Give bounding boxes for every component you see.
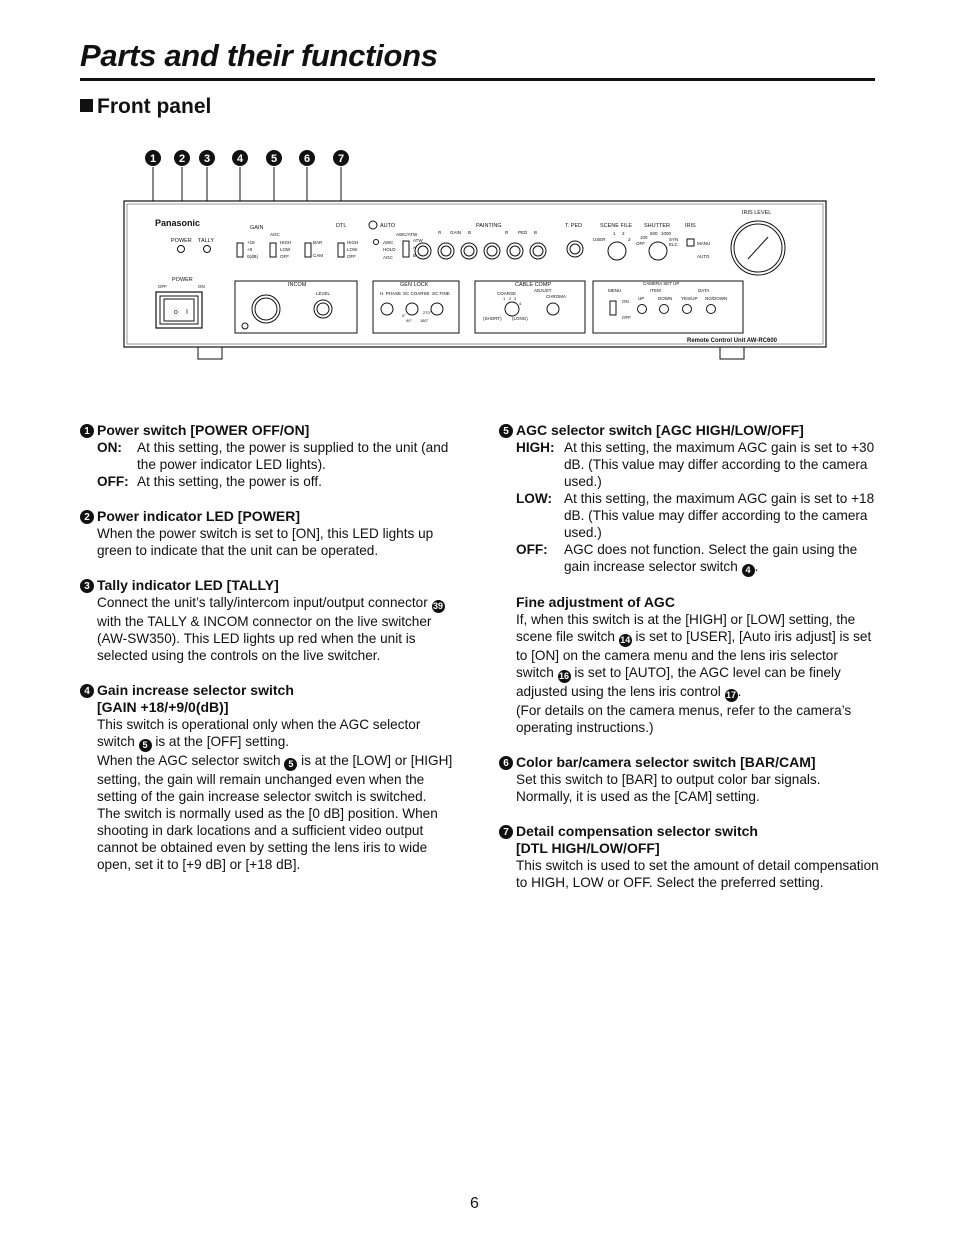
body-text: The switch is normally used as the [0 dB] position. When shooting in dark locations and a sufficient video output cannot be obtained even by setting the lens iris to wide open, set it to [+9 dB] or [+18 dB]. (97, 806, 438, 872)
svg-text:OFF: OFF (636, 241, 645, 246)
svg-text:CAMERA SET UP: CAMERA SET UP (643, 281, 680, 286)
def-text: At this setting, the maximum AGC gain is set to +30 dB. (This value may differ according to the camera used.) (564, 440, 875, 489)
def-text: AGC does not function. Select the gain using the gain increase selector switch (564, 542, 858, 574)
item-body: Set this switch to [BAR] to output color bar signals. Normally, it is used as the [CAM] setting. (516, 772, 821, 804)
item-gain-switch (80, 682, 460, 873)
svg-text:POWER: POWER (172, 277, 193, 283)
svg-text:+18: +18 (247, 240, 255, 245)
svg-text:DATA: DATA (698, 288, 710, 293)
svg-text:ADJUST: ADJUST (534, 288, 552, 293)
svg-text:MANU: MANU (697, 241, 711, 246)
title-rule (80, 78, 875, 81)
callout-5 (266, 150, 282, 166)
svg-text:ATW: ATW (413, 238, 423, 243)
body-text: If, when this switch is at the [HIGH] or [LOW] setting, the scene file switch (516, 612, 856, 644)
item-title: AGC selector switch [AGC HIGH/LOW/OFF] (516, 422, 804, 438)
svg-text:T. PED: T. PED (565, 223, 583, 229)
def-term: HIGH: (516, 440, 555, 455)
svg-text:ITEM: ITEM (650, 288, 661, 293)
ref-badge: 16 (559, 671, 570, 681)
callout-1 (145, 150, 161, 166)
item-number-badge: 2 (80, 510, 94, 524)
svg-text:CAM: CAM (313, 253, 323, 258)
svg-text:ELC: ELC (669, 242, 678, 247)
svg-text:4: 4 (236, 153, 244, 165)
svg-text:AWC: AWC (383, 240, 394, 245)
svg-text:PAINTING: PAINTING (476, 223, 502, 229)
svg-text:1000: 1000 (661, 231, 672, 236)
svg-text:1: 1 (613, 231, 616, 236)
svg-text:100: 100 (640, 235, 648, 240)
svg-text:HOLD: HOLD (383, 247, 396, 252)
item-body: This switch is used to set the amount of detail compensation to HIGH, LOW or OFF. Select the preferred setting. (516, 858, 879, 890)
svg-text:5: 5 (270, 153, 278, 165)
def-term: LOW: (516, 491, 552, 506)
right-column (499, 422, 879, 909)
svg-text:1: 1 (503, 296, 506, 301)
svg-text:SCENE FILE: SCENE FILE (600, 223, 633, 229)
svg-text:0°: 0° (402, 313, 406, 318)
svg-text:IRIS: IRIS (685, 223, 696, 229)
item-title: Detail compensation selector switch (516, 823, 758, 839)
page-number: 6 (470, 1195, 479, 1212)
svg-text:3: 3 (514, 296, 517, 301)
item-number-badge: 7 (499, 825, 513, 839)
svg-text:2: 2 (622, 231, 625, 236)
svg-text:SC FINE: SC FINE (432, 291, 450, 296)
svg-text:SC COARSE: SC COARSE (403, 291, 430, 296)
svg-text:OFF: OFF (158, 284, 167, 289)
def-text: At this setting, the maximum AGC gain is set to +18 dB. (This value may differ according to the camera used.) (564, 491, 875, 540)
svg-text:CHROMA: CHROMA (546, 294, 566, 299)
callout-6 (299, 150, 315, 166)
ref-badge: 5 (139, 739, 152, 752)
svg-text:LEVEL: LEVEL (316, 291, 331, 296)
svg-text:NO/DOWN: NO/DOWN (705, 296, 728, 301)
svg-text:OFF: OFF (347, 254, 356, 259)
svg-text:4: 4 (519, 301, 522, 306)
page-title: Parts and their functions (80, 38, 438, 73)
svg-text:2: 2 (509, 296, 512, 301)
svg-text:SHUTTER: SHUTTER (644, 223, 670, 229)
item-power-led (80, 508, 460, 559)
svg-text:UP: UP (638, 296, 645, 301)
svg-text:1: 1 (149, 153, 157, 165)
svg-text:GAIN: GAIN (450, 230, 462, 235)
svg-text:IRIS LEVEL: IRIS LEVEL (742, 210, 772, 216)
def-text: . (754, 559, 759, 574)
svg-text:AGC: AGC (383, 255, 393, 260)
item-title: Power indicator LED [POWER] (97, 508, 301, 524)
item-agc-switch (499, 422, 879, 736)
svg-text:CABLE COMP: CABLE COMP (515, 282, 552, 288)
ref-badge: 17 (726, 690, 737, 700)
left-column (80, 422, 460, 891)
svg-text:A: A (413, 245, 417, 250)
item-title: Tally indicator LED [TALLY] (97, 577, 279, 593)
svg-text:270°: 270° (423, 310, 432, 315)
ref-badge: 4 (742, 564, 755, 577)
svg-text:LOW: LOW (280, 247, 291, 252)
svg-text:(LONG): (LONG) (512, 316, 528, 321)
svg-text:ON: ON (622, 299, 629, 304)
svg-text:HIGH: HIGH (280, 240, 292, 245)
svg-text:0(dB): 0(dB) (247, 254, 259, 259)
svg-text:DTL: DTL (336, 223, 347, 229)
def-term: ON: (97, 440, 122, 455)
svg-text:B: B (413, 253, 417, 258)
svg-text:GAIN: GAIN (250, 225, 264, 231)
callout-2 (174, 150, 190, 166)
svg-text:7: 7 (337, 153, 345, 165)
ref-badge: 5 (284, 758, 297, 771)
svg-text:+9: +9 (247, 247, 253, 252)
body-text: . (737, 684, 742, 699)
svg-text:B: B (468, 230, 472, 235)
def-term: OFF: (97, 474, 129, 489)
svg-text:SYN: SYN (669, 237, 679, 242)
def-text: At this setting, the power is off. (137, 474, 322, 489)
svg-text:POWER: POWER (171, 238, 192, 244)
svg-text:180°: 180° (420, 318, 429, 323)
svg-text:3: 3 (203, 153, 211, 165)
body-text: (For details on the camera menus, refer to the camera’s operating instructions.) (516, 703, 852, 735)
svg-text:R: R (438, 230, 442, 235)
body-text: is at the [LOW] or [HIGH] setting, the gain will remain unchanged even when the setting of the gain increase selector switch is switched. (97, 753, 453, 804)
item-title: Power switch [POWER OFF/ON] (97, 422, 310, 438)
svg-text:(SHORT): (SHORT) (483, 316, 502, 321)
svg-text:PED: PED (518, 230, 528, 235)
section-heading (80, 95, 211, 119)
body-text: is set to [AUTO], the AGC level can be finely adjusted using the lens iris control (516, 665, 841, 699)
svg-text:OFF: OFF (622, 315, 631, 320)
item-title-sub: [GAIN +18/+9/0(dB)] (97, 699, 229, 715)
section-title: Front panel (97, 95, 212, 118)
body-text: This switch is operational only when the AGC selector switch (97, 717, 421, 749)
svg-text:6: 6 (303, 153, 311, 165)
body-text: is set to [USER], [Auto iris adjust] is set to [ON] on the camera menu and the lens iris selector switch (516, 629, 872, 680)
svg-text:I: I (186, 309, 188, 316)
svg-text:ON: ON (198, 284, 205, 289)
item-body: When the power switch is set to [ON], this LED lights up green to indicate that the unit can be operated. (97, 526, 434, 558)
svg-text:500: 500 (650, 231, 658, 236)
svg-text:B: B (534, 230, 538, 235)
ref-badge: 14 (620, 635, 631, 645)
body-text: Connect the unit’s tally/intercom input/output connector (97, 595, 432, 610)
item-power-switch (80, 422, 460, 490)
svg-text:90°: 90° (406, 318, 413, 323)
svg-text:H. PHASE: H. PHASE (380, 291, 402, 296)
svg-text:LOW: LOW (347, 247, 358, 252)
svg-text:3: 3 (628, 237, 631, 242)
item-number-badge: 6 (499, 756, 513, 770)
item-number-badge: 1 (80, 424, 94, 438)
svg-text:DOWN: DOWN (658, 296, 673, 301)
svg-text:AUTO: AUTO (697, 254, 710, 259)
body-text: with the TALLY & INCOM connector on the live switcher (AW-SW350). This LED lights up red when the unit is selected using the controls on the live switcher. (97, 614, 432, 663)
callout-7 (333, 150, 349, 166)
svg-text:MENU: MENU (608, 288, 622, 293)
body-text: is at the [OFF] setting. (151, 734, 290, 749)
svg-text:TALLY: TALLY (198, 238, 214, 244)
sub-heading: Fine adjustment of AGC (516, 594, 675, 610)
brand-logo: Panasonic (155, 218, 201, 228)
svg-text:YES/UP: YES/UP (681, 296, 698, 301)
svg-text:OFF: OFF (280, 254, 289, 259)
callout-3 (199, 150, 215, 166)
svg-text:o: o (174, 309, 178, 316)
def-text: At this setting, the power is supplied to the unit (and the power indicator LED lights). (137, 440, 449, 472)
svg-text:AWC/ATW: AWC/ATW (396, 232, 418, 237)
svg-text:R: R (505, 230, 509, 235)
item-number-badge: 4 (80, 684, 94, 698)
item-bar-cam-switch (499, 754, 879, 805)
def-term: OFF: (516, 542, 548, 557)
front-panel-diagram (120, 145, 830, 365)
svg-text:HIGH: HIGH (347, 240, 359, 245)
item-dtl-switch (499, 823, 879, 891)
item-title-sub: [DTL HIGH/LOW/OFF] (516, 840, 660, 856)
svg-text:BAR: BAR (313, 240, 323, 245)
svg-text:COARSE: COARSE (497, 291, 517, 296)
body-text: When the AGC selector switch (97, 753, 285, 768)
svg-text:AUTO: AUTO (380, 223, 396, 229)
svg-text:AGC: AGC (270, 232, 280, 237)
svg-text:GEN LOCK: GEN LOCK (400, 282, 429, 288)
item-number-badge: 5 (499, 424, 513, 438)
svg-text:USER: USER (593, 237, 606, 242)
svg-text:2: 2 (178, 153, 186, 165)
section-square-icon (80, 99, 93, 112)
item-title: Color bar/camera selector switch [BAR/CAM] (516, 754, 816, 770)
svg-text:INCOM: INCOM (288, 282, 307, 288)
item-number-badge: 3 (80, 579, 94, 593)
item-tally-led (80, 577, 460, 664)
ref-badge: 39 (433, 601, 444, 611)
item-title: Gain increase selector switch (97, 682, 294, 698)
callout-4 (232, 150, 248, 166)
model-label: Remote Control Unit AW-RC600 (687, 338, 777, 344)
